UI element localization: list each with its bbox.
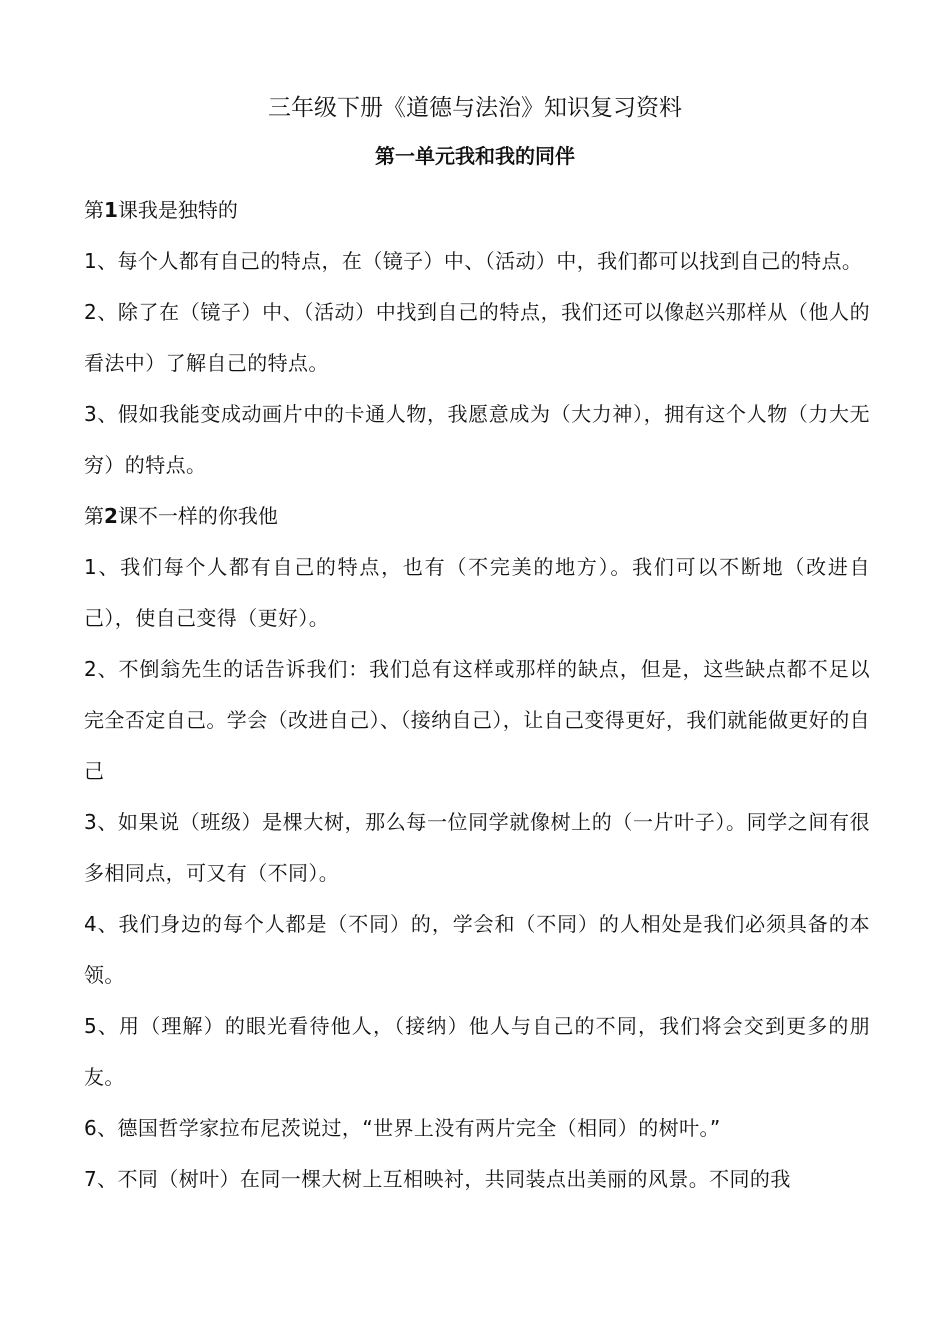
lesson-number: 2 <box>104 504 118 528</box>
lesson-number: 1 <box>104 198 118 222</box>
unit-title: 第一单元我和我的同伴 <box>375 144 575 168</box>
document-body <box>84 185 870 1205</box>
lesson-heading-suffix: 课不一样的你我他 <box>117 504 278 528</box>
lesson-2-heading <box>84 491 870 542</box>
lesson-2-item-3: 3、如果说（班级）是棵大树，那么每一位同学就像树上的（一片叶子）。同学之间有很多相同点，可又有（不同）。 <box>84 810 870 885</box>
document-title: 三年级下册《道德与法治》知识复习资料 <box>268 95 682 121</box>
lesson-heading-prefix: 第 <box>84 198 104 222</box>
lesson-heading-prefix: 第 <box>84 504 104 528</box>
lesson-2-item-5: 5、用（理解）的眼光看待他人，（接纳）他人与自己的不同，我们将会交到更多的朋友。 <box>84 1014 870 1089</box>
lesson-2-item-6: 6、德国哲学家拉布尼茨说过，“世界上没有两片完全（相同）的树叶。” <box>84 1116 721 1140</box>
lesson-2-item-7: 7、不同（树叶）在同一棵大树上互相映衬，共同装点出美丽的风景。不同的我 <box>84 1167 791 1191</box>
lesson-heading-suffix: 课我是独特的 <box>117 198 238 222</box>
lesson-1-item-3: 3、假如我能变成动画片中的卡通人物，我愿意成为（大力神），拥有这个人物（力大无穷）的特点。 <box>84 402 870 477</box>
lesson-1-item-2: 2、除了在（镜子）中、（活动）中找到自己的特点，我们还可以像赵兴那样从（他人的看法中）了解自己的特点。 <box>84 300 870 375</box>
lesson-1-heading <box>84 185 870 236</box>
lesson-2-item-2: 2、不倒翁先生的话告诉我们：我们总有这样或那样的缺点，但是，这些缺点都不足以完全否定自己。学会（改进自己）、（接纳自己），让自己变得更好，我们就能做更好的自己 <box>84 657 870 783</box>
lesson-2-item-4: 4、我们身边的每个人都是（不同）的，学会和（不同）的人相处是我们必须具备的本领。 <box>84 912 870 987</box>
lesson-1-item-1: 1、每个人都有自己的特点，在（镜子）中、（活动）中，我们都可以找到自己的特点。 <box>84 249 863 273</box>
lesson-2-item-1: 1、我们每个人都有自己的特点，也有（不完美的地方）。我们可以不断地（改进自己），使自己变得（更好）。 <box>84 555 870 630</box>
